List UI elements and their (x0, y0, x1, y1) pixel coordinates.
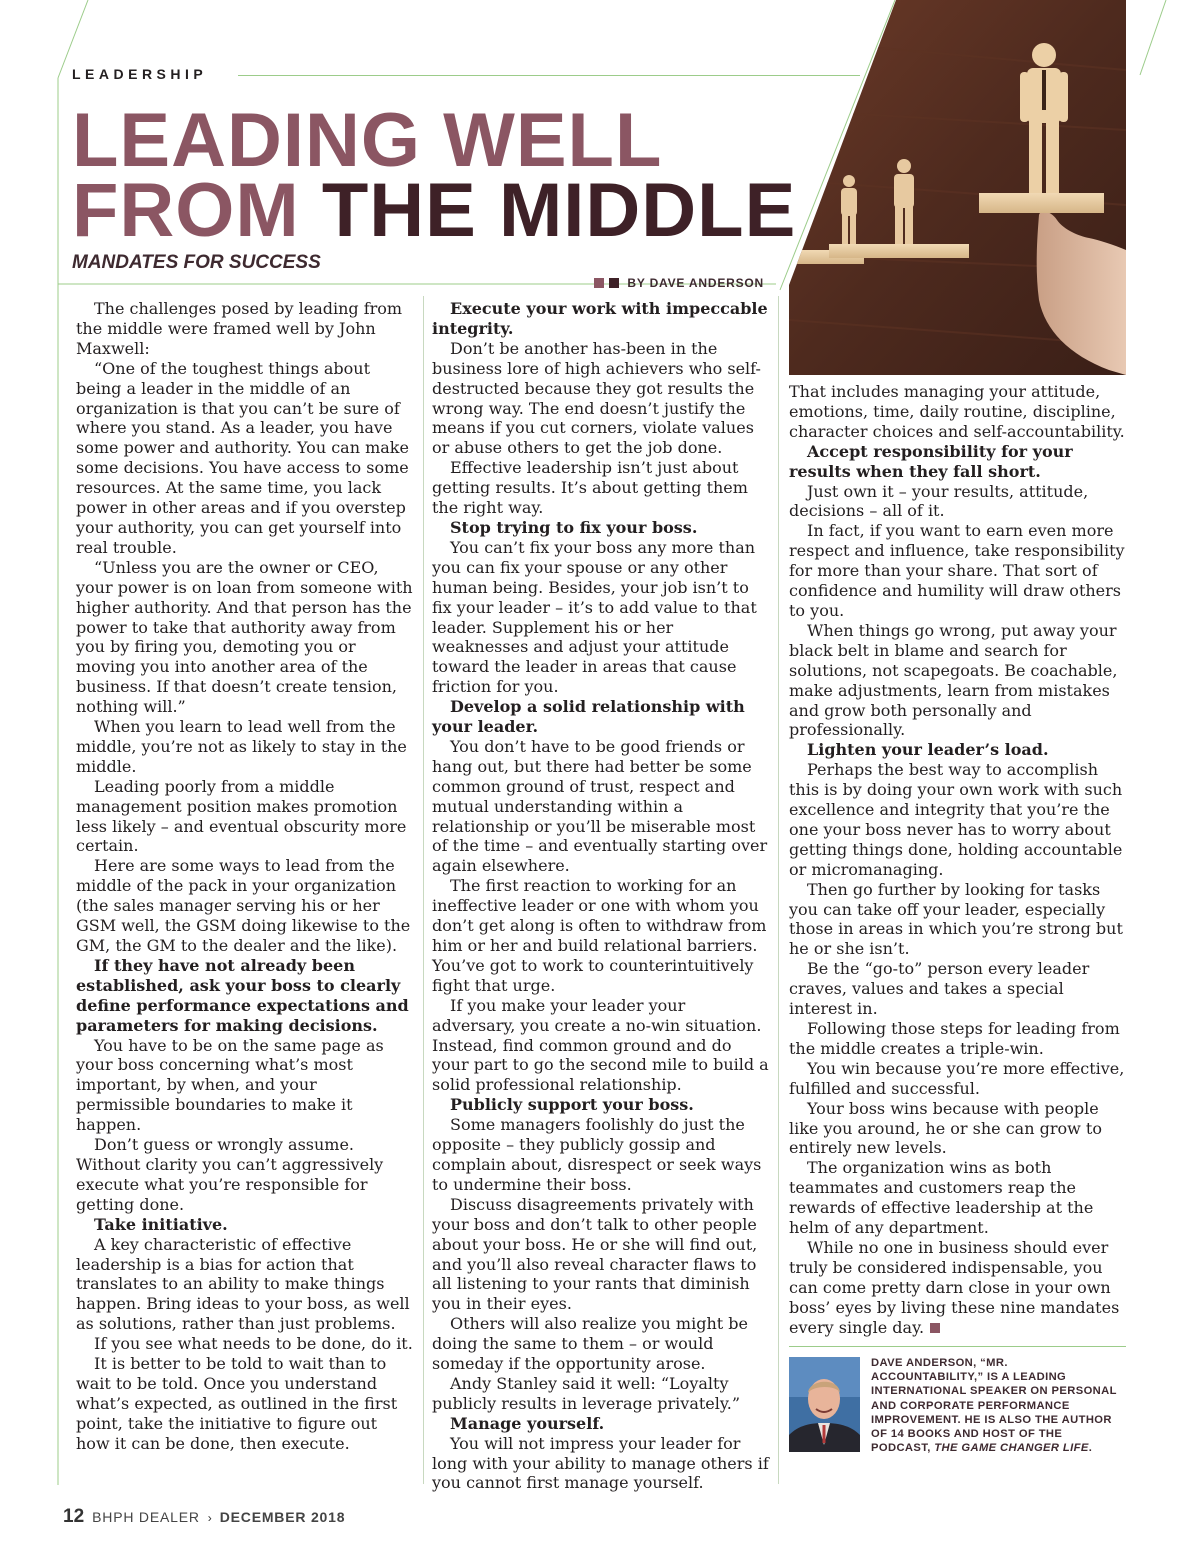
paragraph: You will not impress your leader for long with your ability to manage others if you cannot first manage yourself. (432, 1433, 769, 1493)
paragraph: Others will also realize you might be doing the same to them – or would someday if the opportunity arose. (432, 1314, 748, 1374)
headline-line2-b: THE MIDDLE (321, 168, 797, 253)
paragraph: Then go further by looking for tasks you can take off your leader, especially those in areas in which you’re strong but he or she isn’t. (789, 879, 1123, 959)
paragraph: Following those steps for leading from the middle creates a triple-win. (789, 1019, 1120, 1058)
paragraph: You can’t fix your boss any more than you can fix your spouse or any other human being. Besides, your job isn’t to fix your leader – it’s to add value to that leader. Supplement his or her weaknesses and adjust your attitude toward the leader in areas that cause friction for you. (432, 537, 757, 697)
bio-rule (789, 1346, 1126, 1347)
paragraph: In fact, if you want to earn even more respect and influence, take responsibility for more than your share. That sort of confidence and humility will draw others to you. (789, 521, 1125, 620)
paragraph: “One of the toughest things about being a leader in the middle of an organization is that you can’t be sure of where you stand. As a leader, you have some power and authority. You can make some decisions. You have access to some resources. At the same time, you lack power in other areas and if you overstep your authority, you can get yourself into real trouble. (76, 358, 409, 557)
paragraph: It is better to be told to wait than to wait to be told. Once you understand what’s expected, as outlined in the first point, take the initiative to figure out how it can be done, then execute. (76, 1354, 398, 1453)
hero-photo (789, 0, 1126, 375)
paragraph: If you see what needs to be done, do it. (94, 1334, 413, 1354)
byline (594, 276, 764, 290)
section-heading: Develop a solid relationship with your leader. (432, 697, 745, 737)
paragraph: If you make your leader your adversary, you create a no-win situation. Instead, find common ground and do your part to go the second mile to build a solid professional relationship. (432, 995, 769, 1095)
headline-line2-a: FROM (72, 168, 322, 253)
paragraph: When things go wrong, put away your black belt in blame and search for solutions, not scapegoats. Be coachable, make adjustments, learn from mistakes and grow both personally and professionally. (789, 620, 1118, 740)
paragraph: Here are some ways to lead from the middle of the pack in your organization (the sales manager serving his or her GSM well, the GSM doing likewise to the GM, the GM to the dealer and the like). (76, 856, 411, 955)
paragraph: You have to be on the same page as your boss concerning what’s most important, by when, and your permissible boundaries to make it happen. (76, 1035, 384, 1135)
paragraph: Some managers foolishly do just the opposite – they publicly gossip and complain about, disrespect or seek ways to undermine their boss. (432, 1115, 762, 1194)
paragraph: Your boss wins because with people like you around, he or she can grow to entirely new levels. (789, 1098, 1102, 1158)
paragraph: Perhaps the best way to accomplish this is by doing your own work with such excellence and integrity that you’re the one your boss never has to worry about getting things done, holding accountable or micromanaging. (789, 760, 1123, 879)
paragraph: “Unless you are the owner or CEO, your power is on loan from someone with higher authority. And that person has the power to take that authority away from you by firing you, demoting you or moving you into another area of the business. If that doesn’t create tension, nothing will.” (76, 557, 413, 717)
page-number: 12 (63, 1506, 85, 1527)
page-footer (63, 1506, 345, 1528)
subheadline: MANDATES FOR SUCCESS (72, 252, 321, 273)
headline (72, 98, 797, 253)
byline-text: BY DAVE ANDERSON (627, 276, 764, 290)
section-label: LEADERSHIP (72, 66, 208, 82)
paragraph: The challenges posed by leading from the middle were framed well by John Maxwell: (76, 299, 403, 358)
podcast-name: THE GAME CHANGER LIFE (934, 1442, 1089, 1455)
paragraph: Leading poorly from a middle management position makes promotion less likely – and eventual obscurity more certain. (76, 776, 407, 856)
column-divider-2 (778, 296, 779, 1484)
publication-name: BHPH DEALER (92, 1509, 200, 1525)
section-heading: Accept responsibility for your results when they fall short. (789, 441, 1073, 481)
paragraph: Don’t be another has-been in the business lore of high achievers who self-destructed because they got results the wrong way. The end doesn’t justify the means if you cut corners, violate values or abuse others to get the job done. (432, 338, 761, 458)
column-divider-1 (423, 296, 424, 1484)
byline-square-dark-icon (609, 278, 619, 288)
section-heading: Take initiative. (94, 1214, 228, 1234)
paragraph: Just own it – your results, attitude, decisions – all of it. (789, 481, 1089, 521)
bio-text: DAVE ANDERSON, “MR. ACCOUNTABILITY,” IS A LEADING INTERNATIONAL SPEAKER ON PERSONAL AND CORPORATE PERFORMANCE IMPROVEMENT. HE IS ALSO THE AUTHOR OF 14 BOOKS AND HOST OF THE PODCAST, (871, 1357, 1117, 1455)
headline-line1: LEADING WELL (72, 98, 663, 183)
section-heading: Execute your work with impeccable integrity. (432, 299, 768, 338)
paragraph: You don’t have to be good friends or hang out, but there had better be some common ground of trust, respect and mutual understanding within a relationship or you’ll be miserable most of the time – and eventually starting over again elsewhere. (432, 736, 768, 876)
article-column-2 (432, 299, 772, 1493)
section-heading: Manage yourself. (450, 1413, 605, 1433)
paragraph: The organization wins as both teammates and customers reap the rewards of effective leadership at the helm of any department. (789, 1158, 1094, 1238)
bio-end: . (1088, 1442, 1093, 1455)
paragraph: Be the “go-to” person every leader craves, values and takes a special interest in. (789, 959, 1090, 1019)
section-heading: Publicly support your boss. (450, 1095, 694, 1115)
byline-square-icon (594, 278, 604, 288)
paragraph: Andy Stanley said it well: “Loyalty publicly results in leverage privately.” (432, 1373, 741, 1413)
author-avatar (789, 1357, 860, 1452)
paragraph-continued: That includes managing your attitude, emotions, time, daily routine, discipline, character choices and self-accountability. (789, 382, 1125, 441)
end-square-icon (930, 1323, 940, 1333)
section-heading: Stop trying to fix your boss. (450, 517, 698, 537)
paragraph-final (789, 1238, 1129, 1338)
section-heading: If they have not already been established, ask your boss to clearly define performance expectations and parameters for making decisions. (76, 955, 409, 1035)
paragraph: Effective leadership isn’t just about getting results. It’s about getting them the right way. (432, 458, 748, 518)
article-column-3 (789, 382, 1129, 1338)
section-heading: Lighten your leader’s load. (807, 740, 1049, 760)
paragraph: A key characteristic of effective leadership is a bias for action that translates to an ability to make things happen. Bring ideas to your boss, as well as solutions, rather than just problems. (76, 1234, 410, 1334)
final-paragraph-text: While no one in business should ever truly be considered indispensable, you can come pretty darn close in your own boss’ eyes by living these nine mandates every single day. (789, 1237, 1120, 1337)
author-bio (871, 1356, 1121, 1455)
article-column-1 (76, 299, 414, 1454)
chevron-right-icon: › (207, 1511, 212, 1525)
paragraph: You win because you’re more effective, fulfilled and successful. (789, 1058, 1125, 1098)
paragraph: Discuss disagreements privately with your boss and don’t talk to other people about your boss. He or she will find out, and you’ll also reveal character flaws to all listening to your rants that diminish you in their eyes. (432, 1194, 758, 1314)
paragraph: The first reaction to working for an ineffective leader or one with whom you don’t get along is often to withdraw from him or her and build relational barriers. You’ve got to work to counterintuitively fight that urge. (432, 876, 767, 995)
paragraph: When you learn to lead well from the middle, you’re not as likely to stay in the middle. (76, 717, 407, 776)
issue-date: DECEMBER 2018 (219, 1509, 346, 1525)
paragraph: Don’t guess or wrongly assume. Without clarity you can’t aggressively execute what you’re responsible for getting done. (76, 1135, 384, 1214)
